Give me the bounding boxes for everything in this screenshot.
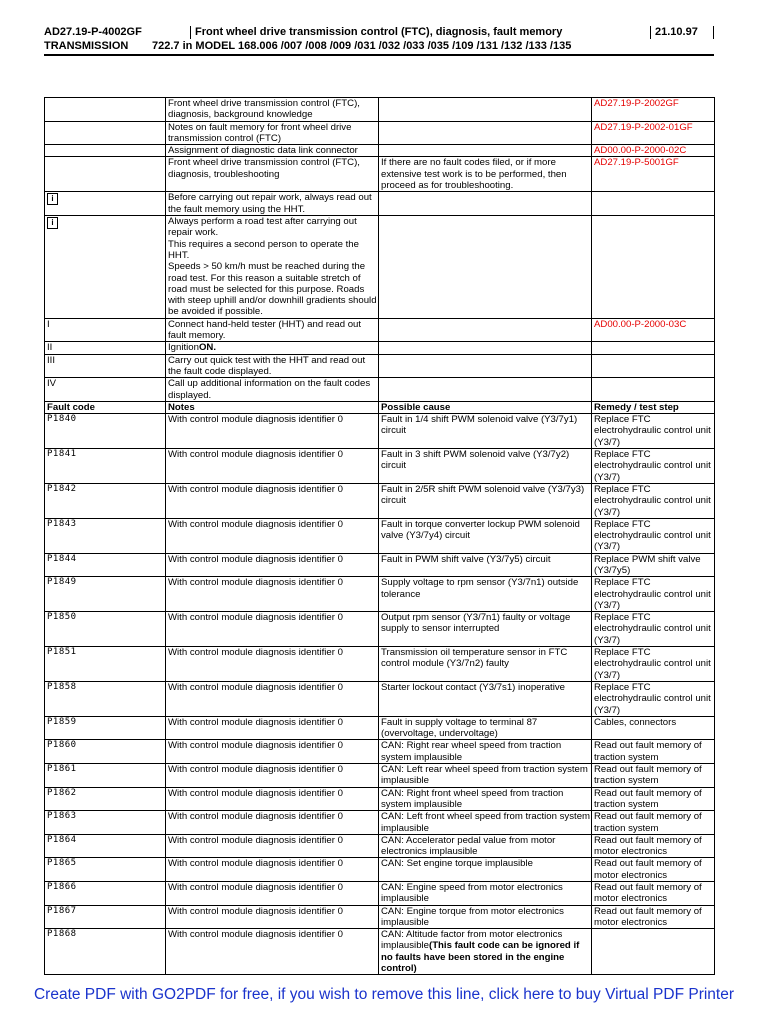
remedy: Read out fault memory of traction system	[592, 740, 715, 764]
cause-text: Transmission oil temperature sensor in FTC control module (Y3/7n2) faulty	[381, 647, 568, 670]
cause-text: CAN: Right front wheel speed from traction system implausible	[381, 787, 564, 810]
info-note-text	[166, 192, 379, 216]
column-header: Remedy / test step	[592, 401, 715, 413]
possible-cause	[379, 414, 592, 449]
fault-code: P1865	[45, 858, 166, 882]
reference-link[interactable]: AD27.19-P-2002GF	[592, 98, 715, 122]
fault-code: P1844	[45, 553, 166, 577]
note-cell: If there are no fault codes filed, or if more extensive test work is to be performed, then proceed as for troubleshooting.	[379, 157, 592, 192]
intro-row	[45, 157, 715, 192]
fault-row	[45, 929, 715, 975]
intro-row	[45, 98, 715, 122]
possible-cause	[379, 929, 592, 975]
fault-row	[45, 577, 715, 612]
row-marker	[45, 145, 166, 157]
step-number: I	[45, 318, 166, 342]
model-line: 722.7 in MODEL 168.006 /007 /008 /009 /031 /032 /033 /035 /109 /131 /132 /133 /135	[152, 40, 572, 52]
step-emphasis: ON.	[198, 342, 216, 354]
step-text: Carry out quick test with the HHT and read out the fault code displayed.	[168, 354, 366, 377]
fault-code: P1840	[45, 414, 166, 449]
fault-notes: With control module diagnosis identifier 0	[166, 518, 379, 553]
fault-notes: With control module diagnosis identifier 0	[166, 681, 379, 716]
fault-notes: With control module diagnosis identifier 0	[166, 764, 379, 788]
step-row	[45, 354, 715, 378]
note-line: Speeds > 50 km/h must be reached during the road test. For this reason a suitable stretch of road must be selected for this purpose. Roads with steep uphill and/or downhill gradients should be avoided if possible.	[168, 261, 377, 318]
possible-cause	[379, 518, 592, 553]
fault-code: P1850	[45, 612, 166, 647]
remedy: Replace FTC electrohydraulic control unit (Y3/7)	[592, 681, 715, 716]
cause-text: Fault in 3 shift PWM solenoid valve (Y3/7y2) circuit	[381, 449, 570, 472]
fault-row	[45, 858, 715, 882]
info-cell	[45, 216, 166, 319]
fault-row	[45, 882, 715, 906]
step-text: Ignition	[168, 342, 199, 354]
info-note-row	[45, 192, 715, 216]
empty-cell	[379, 192, 592, 216]
empty-cell	[379, 378, 592, 402]
fault-row	[45, 811, 715, 835]
cause-text: CAN: Left rear wheel speed from traction system implausible	[381, 764, 588, 787]
intro-row	[45, 145, 715, 157]
fault-row	[45, 518, 715, 553]
description-cell: Assignment of diagnostic data link connector	[166, 145, 379, 157]
step-instruction	[166, 342, 379, 354]
fault-code: P1866	[45, 882, 166, 906]
column-header: Fault code	[45, 401, 166, 413]
fault-row	[45, 716, 715, 740]
possible-cause	[379, 449, 592, 484]
remedy: Read out fault memory of motor electronics	[592, 858, 715, 882]
fault-code: P1860	[45, 740, 166, 764]
reference-link[interactable]	[592, 354, 715, 378]
fault-code: P1858	[45, 681, 166, 716]
empty-cell	[379, 318, 592, 342]
cause-text: CAN: Engine speed from motor electronics implausible	[381, 882, 563, 905]
fault-code: P1843	[45, 518, 166, 553]
cause-text: Fault in PWM shift valve (Y3/7y5) circuit	[381, 553, 551, 565]
reference-link[interactable]: AD27.19-P-5001GF	[592, 157, 715, 192]
fault-row	[45, 612, 715, 647]
cause-text: CAN: Engine torque from motor electronics implausible	[381, 905, 564, 928]
fault-code: P1867	[45, 905, 166, 929]
cause-text: Starter lockout contact (Y3/7s1) inoperative	[381, 681, 565, 693]
possible-cause	[379, 740, 592, 764]
possible-cause	[379, 553, 592, 577]
possible-cause	[379, 764, 592, 788]
cause-text: CAN: Accelerator pedal value from motor electronics implausible	[381, 834, 556, 858]
remedy: Cables, connectors	[592, 716, 715, 740]
fault-notes: With control module diagnosis identifier 0	[166, 858, 379, 882]
fault-memory-table	[44, 97, 715, 975]
column-header: Possible cause	[379, 401, 592, 413]
reference-link[interactable]: AD27.19-P-2002-01GF	[592, 121, 715, 145]
cause-text: Fault in 1/4 shift PWM solenoid valve (Y3/7y1) circuit	[381, 414, 578, 437]
fault-code: P1851	[45, 647, 166, 682]
fault-notes: With control module diagnosis identifier 0	[166, 811, 379, 835]
fault-row	[45, 740, 715, 764]
fault-row	[45, 647, 715, 682]
document-header	[44, 26, 714, 40]
note-cell	[379, 98, 592, 122]
empty-cell	[379, 216, 592, 319]
possible-cause	[379, 882, 592, 906]
cause-text: CAN: Left front wheel speed from traction system implausible	[381, 811, 591, 834]
reference-link[interactable]	[592, 342, 715, 354]
info-icon: i	[47, 193, 58, 205]
fault-row	[45, 787, 715, 811]
fault-row	[45, 483, 715, 518]
cause-emphasis: (This fault code can be ignored if no faults have been stored in the engine control)	[381, 940, 580, 975]
remedy: Replace FTC electrohydraulic control unit (Y3/7)	[592, 449, 715, 484]
row-marker	[45, 98, 166, 122]
description-cell: Notes on fault memory for front wheel drive transmission control (FTC)	[166, 121, 379, 145]
cause-text: Output rpm sensor (Y3/7n1) faulty or voltage supply to sensor interrupted	[381, 612, 571, 635]
fault-row	[45, 764, 715, 788]
fault-code: P1849	[45, 577, 166, 612]
step-row	[45, 378, 715, 402]
fault-code: P1841	[45, 449, 166, 484]
fault-row	[45, 681, 715, 716]
fault-notes: With control module diagnosis identifier 0	[166, 612, 379, 647]
remedy: Replace PWM shift valve (Y3/7y5)	[592, 553, 715, 577]
note-cell	[379, 121, 592, 145]
remedy: Replace FTC electrohydraulic control unit (Y3/7)	[592, 483, 715, 518]
fault-notes: With control module diagnosis identifier 0	[166, 740, 379, 764]
remedy: Read out fault memory of motor electronics	[592, 905, 715, 929]
step-number: II	[45, 342, 166, 354]
possible-cause	[379, 577, 592, 612]
step-instruction	[166, 354, 379, 378]
note-line: This requires a second person to operate the HHT.	[168, 238, 359, 261]
note-line: Always perform a road test after carrying out repair work.	[168, 216, 357, 239]
fault-notes: With control module diagnosis identifier 0	[166, 905, 379, 929]
cause-text: CAN: Right rear wheel speed from traction system implausible	[381, 740, 562, 763]
fault-row	[45, 414, 715, 449]
possible-cause	[379, 483, 592, 518]
remedy: Read out fault memory of traction system	[592, 811, 715, 835]
step-number: IV	[45, 378, 166, 402]
remedy: Replace FTC electrohydraulic control unit (Y3/7)	[592, 414, 715, 449]
info-note-row	[45, 216, 715, 319]
fault-code: P1863	[45, 811, 166, 835]
empty-cell	[379, 354, 592, 378]
info-note-text	[166, 216, 379, 319]
fault-notes: With control module diagnosis identifier 0	[166, 834, 379, 858]
cause-text: Supply voltage to rpm sensor (Y3/7n1) outside tolerance	[381, 577, 579, 600]
info-cell	[45, 192, 166, 216]
fault-notes: With control module diagnosis identifier 0	[166, 716, 379, 740]
fault-code: P1859	[45, 716, 166, 740]
reference-link[interactable]	[592, 378, 715, 402]
fault-code: P1842	[45, 483, 166, 518]
description-cell: Front wheel drive transmission control (FTC), diagnosis, background knowledge	[166, 98, 379, 122]
cause-text: Fault in supply voltage to terminal 87 (overvoltage, undervoltage)	[381, 716, 538, 740]
fault-code: P1864	[45, 834, 166, 858]
possible-cause	[379, 811, 592, 835]
fault-row	[45, 553, 715, 577]
possible-cause	[379, 834, 592, 858]
cause-text: Fault in 2/5R shift PWM solenoid valve (Y3/7y3) circuit	[381, 483, 585, 507]
doc-date: 21.10.97	[650, 26, 714, 39]
intro-row	[45, 121, 715, 145]
remedy	[592, 929, 715, 975]
fault-notes: With control module diagnosis identifier 0	[166, 483, 379, 518]
doc-id: AD27.19-P-4002GF	[44, 26, 142, 38]
fault-code: P1862	[45, 787, 166, 811]
possible-cause	[379, 787, 592, 811]
fault-notes: With control module diagnosis identifier 0	[166, 882, 379, 906]
possible-cause	[379, 858, 592, 882]
step-instruction	[166, 318, 379, 342]
row-marker	[45, 121, 166, 145]
empty-cell	[379, 342, 592, 354]
reference-link[interactable]: AD00.00-P-2000-03C	[592, 318, 715, 342]
step-number: III	[45, 354, 166, 378]
step-row	[45, 318, 715, 342]
section-name: TRANSMISSION	[44, 40, 129, 52]
info-icon: i	[47, 217, 58, 229]
fault-notes: With control module diagnosis identifier 0	[166, 553, 379, 577]
column-header: Notes	[166, 401, 379, 413]
fault-code: P1861	[45, 764, 166, 788]
header-row	[45, 401, 715, 413]
description-cell: Front wheel drive transmission control (FTC), diagnosis, troubleshooting	[166, 157, 379, 192]
possible-cause	[379, 647, 592, 682]
fault-notes: With control module diagnosis identifier 0	[166, 414, 379, 449]
cause-text: Fault in torque converter lockup PWM solenoid valve (Y3/7y4) circuit	[381, 518, 580, 542]
fault-row	[45, 449, 715, 484]
remedy: Replace FTC electrohydraulic control unit (Y3/7)	[592, 647, 715, 682]
empty-cell	[592, 192, 715, 216]
fault-notes: With control module diagnosis identifier 0	[166, 647, 379, 682]
row-marker	[45, 157, 166, 192]
possible-cause	[379, 681, 592, 716]
fault-row	[45, 905, 715, 929]
cause-text: CAN: Altitude factor from motor electronics implausible	[381, 929, 563, 952]
fault-notes: With control module diagnosis identifier 0	[166, 577, 379, 612]
remedy: Replace FTC electrohydraulic control unit (Y3/7)	[592, 577, 715, 612]
step-instruction	[166, 378, 379, 402]
fault-notes: With control module diagnosis identifier 0	[166, 787, 379, 811]
fault-row	[45, 834, 715, 858]
remedy: Replace FTC electrohydraulic control unit (Y3/7)	[592, 612, 715, 647]
possible-cause	[379, 716, 592, 740]
note-cell	[379, 145, 592, 157]
remedy: Read out fault memory of motor electronics	[592, 882, 715, 906]
doc-title: Front wheel drive transmission control (FTC), diagnosis, fault memory	[190, 26, 562, 39]
remedy: Read out fault memory of traction system	[592, 787, 715, 811]
fault-code: P1868	[45, 929, 166, 975]
step-text: Call up additional information on the fault codes displayed.	[168, 378, 371, 401]
promo-link[interactable]: Create PDF with GO2PDF for free, if you wish to remove this line, click here to buy Virtual PDF Printer	[33, 986, 735, 1003]
possible-cause	[379, 612, 592, 647]
step-row	[45, 342, 715, 354]
reference-link[interactable]: AD00.00-P-2000-02C	[592, 145, 715, 157]
remedy: Replace FTC electrohydraulic control unit (Y3/7)	[592, 518, 715, 553]
empty-cell	[592, 216, 715, 319]
remedy: Read out fault memory of traction system	[592, 764, 715, 788]
step-text: Connect hand-held tester (HHT) and read out fault memory.	[168, 318, 362, 342]
fault-notes: With control module diagnosis identifier 0	[166, 449, 379, 484]
fault-notes: With control module diagnosis identifier 0	[166, 929, 379, 975]
document-subheader	[44, 40, 714, 56]
cause-text: CAN: Set engine torque implausible	[381, 858, 533, 870]
remedy: Read out fault memory of motor electronics	[592, 834, 715, 858]
possible-cause	[379, 905, 592, 929]
note-line: Before carrying out repair work, always read out the fault memory using the HHT.	[168, 192, 372, 215]
